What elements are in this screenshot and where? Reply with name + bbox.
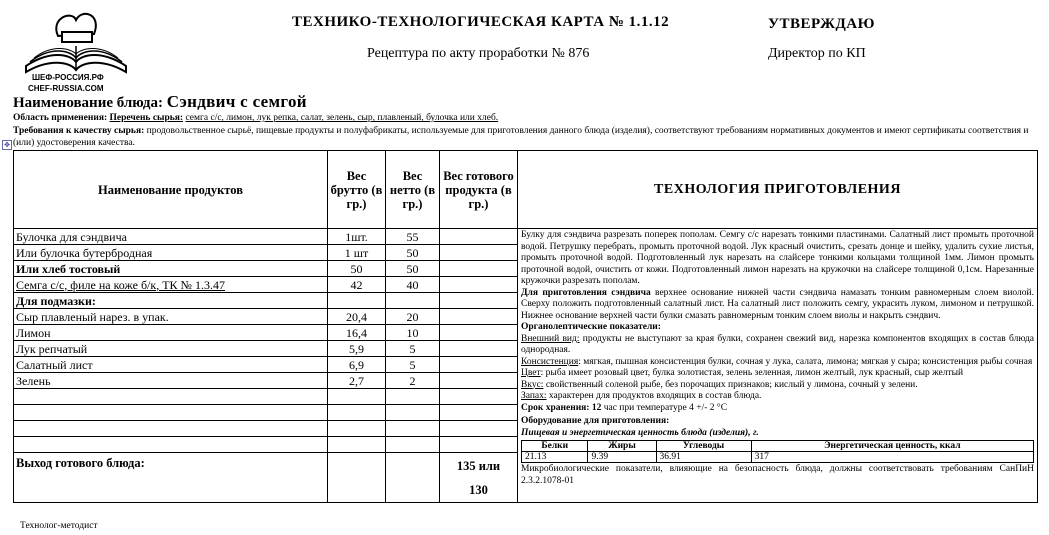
approve-label: УТВЕРЖДАЮ: [768, 16, 876, 32]
technology-cell: [518, 229, 1038, 503]
nutrition-value: 36.91: [656, 452, 751, 463]
row-ready: [440, 261, 518, 277]
color-text: : рыба имеет розовый цвет, булка золотистая, зелень зеленная, лимон желтый, лук красный, сыр желтый: [540, 368, 964, 378]
row-name: Булочка для сэндвича: [14, 229, 328, 245]
row-net: [386, 389, 440, 405]
row-gross: [328, 437, 386, 453]
tech-p2-text: верхнее основание нижней части сэндвича намазать тонким равномерным слоем виолой. Сверху положить подготовленный салатный лист. На салатный лист положить семгу, украсить луком, лимоном и петрушкой. Нижнее основание верхней части булки смазать равномерным тонким слоем виолы и накрыть сэндвич.: [521, 287, 1035, 321]
row-gross: 1 шт: [328, 245, 386, 261]
quality-requirements: [13, 125, 1033, 149]
row-net: [386, 293, 440, 309]
row-ready: [440, 229, 518, 245]
row-net: 2: [386, 373, 440, 389]
logo-text-en: CHEF-RUSSIA.COM: [28, 84, 104, 93]
row-gross: [328, 389, 386, 405]
raw-list: семга с/с, лимон, лук репка, салат, зелень, сыр, плавленый, булочка или хлеб.: [185, 113, 499, 123]
row-gross: [328, 421, 386, 437]
microbiology-text: Микробиологические показатели, влияющие на безопасность блюда, должны соответствовать требованиям СанПиН 2.3.2.1078-01: [521, 464, 1034, 486]
yield-label: Выход готового блюда:: [14, 453, 328, 503]
yield-value-2: 130: [469, 482, 488, 497]
row-ready: [440, 309, 518, 325]
row-name: Лимон: [14, 325, 328, 341]
dish-label: Наименование блюда:: [13, 95, 163, 111]
row-name: Семга с/с, филе на коже б/к, ТК № 1.3.47: [14, 277, 328, 293]
row-ready: [440, 341, 518, 357]
row-ready: [440, 373, 518, 389]
table-move-handle-icon[interactable]: ✥: [2, 140, 12, 150]
equipment-label: Оборудование для приготовления:: [521, 416, 670, 426]
header-gross: Вес брутто (в гр.): [328, 151, 386, 229]
row-gross: [328, 293, 386, 309]
storage-label: Срок хранения:: [521, 402, 590, 413]
taste-text: свойственный соленой рыбе, без порочащих признаков; кислый у лимона, сочный у зелени.: [545, 379, 918, 390]
row-ready: [440, 293, 518, 309]
consistency-label: Консистенция: [521, 356, 579, 367]
area-label: Область применения:: [13, 113, 108, 123]
row-ready: [440, 357, 518, 373]
smell-text: характерен для продуктов входящих в состав блюда.: [548, 391, 762, 401]
nutrition-table: [521, 440, 1034, 463]
row-net: [386, 437, 440, 453]
storage-line: [521, 403, 1034, 415]
row-ready: [440, 437, 518, 453]
nutrition-value: 21.13: [522, 452, 588, 463]
consistency-line: [521, 357, 1034, 369]
yield-empty-net: [386, 453, 440, 503]
organoleptic-label: Органолептические показатели:: [521, 322, 661, 332]
row-net: 50: [386, 261, 440, 277]
row-net: 5: [386, 341, 440, 357]
tech-paragraph-1: Булку для сэндвича разрезать поперек пополам. Семгу с/с нарезать тонкими пластинами. Салатный лист промыть проточной водой. Петрушку перебрать, промыть проточной водой. Лук красный очистить, срезать донце и шейку, удалить сухие листья, промыть проточной водой. Подготовленный лук нарезать на слайсере тонкими кольцами толщиной 1мм. Лимон промыть проточной водой, очистить от кожи. Подготовленный лимон нарезать на кружочки на слайсере толщиной 0,1см. Нарезанные кружочки разрезать пополам.: [521, 230, 1034, 286]
taste-label: Вкус:: [521, 379, 544, 390]
appearance-label: Внешний вид:: [521, 333, 580, 344]
header-net: Вес нетто (в гр.): [386, 151, 440, 229]
requirements-text: продовольственное сырьё, пищевые продукты и полуфабрикаты, используемые для приготовления данного блюда (изделия), соответствуют требованиям нормативных документов и имеют сертификаты соответствия и (или) удостоверения качества.: [13, 126, 1029, 148]
row-ready: [440, 389, 518, 405]
row-name: Или хлеб тостовый: [14, 261, 328, 277]
dish-name: Сэндвич с семгой: [166, 92, 307, 111]
row-net: 20: [386, 309, 440, 325]
row-name: Салатный лист: [14, 357, 328, 373]
application-area: [13, 113, 498, 123]
row-gross: 2,7: [328, 373, 386, 389]
signer-label: Технолог-методист: [20, 521, 98, 531]
row-gross: 20,4: [328, 309, 386, 325]
row-ready: [440, 245, 518, 261]
document-subtitle: Рецептура по акту проработки № 876: [367, 46, 590, 61]
taste-line: [521, 380, 1034, 392]
requirements-label: Требования к качеству сырья:: [13, 126, 145, 136]
storage-hours: 12: [591, 402, 602, 413]
smell-line: [521, 391, 1034, 403]
row-ready: [440, 421, 518, 437]
nutrition-title: Пищевая и энергетическая ценность блюда (изделия), г.: [521, 427, 759, 438]
smell-label: Запах:: [521, 391, 547, 401]
row-gross: 50: [328, 261, 386, 277]
row-net: 55: [386, 229, 440, 245]
director-label: Директор по КП: [768, 46, 866, 61]
tech-p2-label: Для приготовления сэндвича: [521, 287, 651, 298]
row-gross: 16,4: [328, 325, 386, 341]
row-ready: [440, 405, 518, 421]
dish-name-line: [13, 92, 307, 112]
appearance-line: [521, 334, 1034, 357]
row-name: [14, 437, 328, 453]
document-title: ТЕХНИКО-ТЕХНОЛОГИЧЕСКАЯ КАРТА № 1.1.12: [292, 14, 670, 30]
nutrition-header: Углеводы: [656, 441, 751, 452]
row-name: [14, 421, 328, 437]
nutrition-value: 317: [751, 452, 1033, 463]
color-label: Цвет: [521, 368, 541, 378]
header-product: Наименование продуктов: [14, 151, 328, 229]
row-name: Зелень: [14, 373, 328, 389]
row-net: 40: [386, 277, 440, 293]
row-net: [386, 421, 440, 437]
yield-empty-gross: [328, 453, 386, 503]
yield-value-1: 135 или: [456, 458, 501, 473]
row-gross: 6,9: [328, 357, 386, 373]
row-ready: [440, 277, 518, 293]
row-gross: [328, 405, 386, 421]
consistency-text: : мягкая, пышная консистенция булки, сочная у лука, салата, лимона; мягкая у сыра; консистенция рыбы сочная: [578, 356, 1033, 367]
row-ready: [440, 325, 518, 341]
nutrition-header: Белки: [522, 441, 588, 452]
recipe-table: [13, 150, 1038, 503]
nutrition-header: Энергетическая ценность, ккал: [751, 441, 1033, 452]
row-net: 50: [386, 245, 440, 261]
row-gross: 1шт.: [328, 229, 386, 245]
row-net: 10: [386, 325, 440, 341]
row-name: [14, 405, 328, 421]
logo-text-ru: ШЕФ-РОССИЯ.РФ: [32, 73, 104, 82]
row-name: Лук репчатый: [14, 341, 328, 357]
raw-list-label: Перечень сырья:: [109, 113, 184, 123]
nutrition-value: 9.39: [588, 452, 656, 463]
nutrition-header: Жиры: [588, 441, 656, 452]
tech-paragraph-2: [521, 288, 1034, 323]
row-name: Сыр плавленый нарез. в упак.: [14, 309, 328, 325]
row-gross: 5,9: [328, 341, 386, 357]
header-ready: Вес готового продукта (в гр.): [440, 151, 518, 229]
row-net: [386, 405, 440, 421]
row-net: 5: [386, 357, 440, 373]
row-name: [14, 389, 328, 405]
storage-text: час при температуре 4 +/- 2 °С: [603, 402, 728, 413]
color-line: [521, 368, 1034, 380]
row-name: Или булочка бутербродная: [14, 245, 328, 261]
yield-value: [440, 453, 518, 503]
row-gross: 42: [328, 277, 386, 293]
appearance-text: продукты не выступают за края булки, сохранен свежий вид, нарезка компонентов входящих в состав блюда однородная.: [521, 333, 1035, 355]
header-technology: ТЕХНОЛОГИЯ ПРИГОТОВЛЕНИЯ: [518, 151, 1038, 229]
row-name: Для подмазки:: [14, 293, 328, 309]
